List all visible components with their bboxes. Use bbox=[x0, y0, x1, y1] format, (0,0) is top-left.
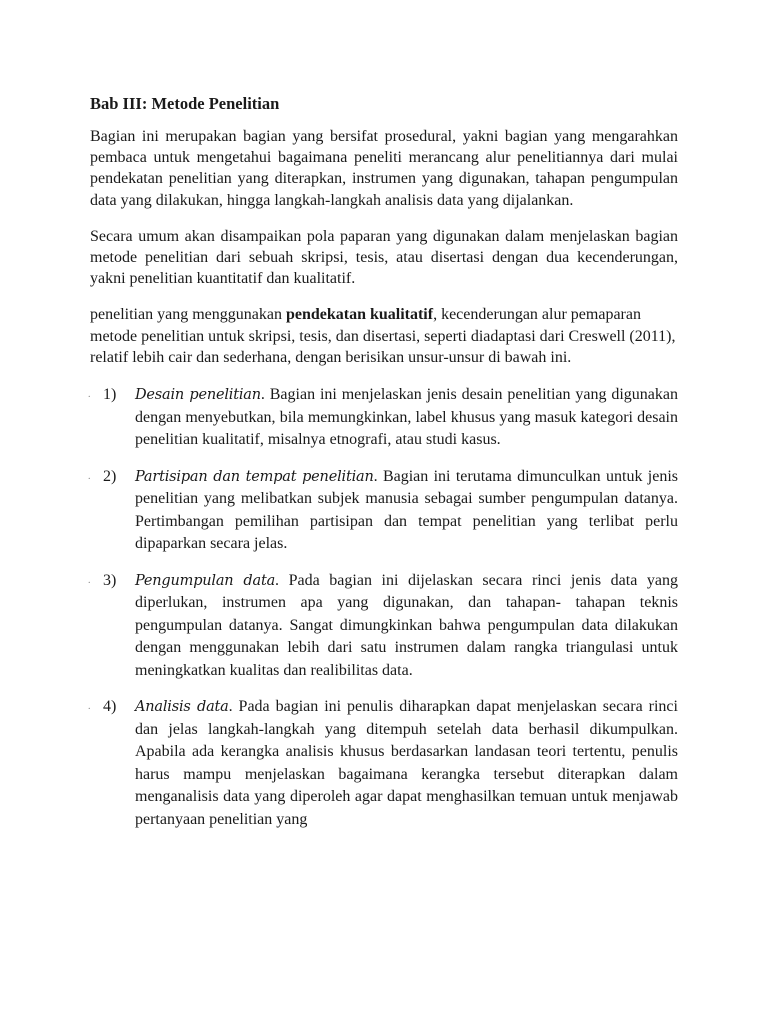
list-item-text: . Bagian ini menjelaskan jenis desain penelitian yang digunakan dengan menyebutkan, bila memungkinkan, label khusus yang masuk kategori desain penelitian kualitatif, misalnya etnografi, atau studi kasus. bbox=[135, 386, 679, 449]
list-item bbox=[90, 696, 678, 831]
list-item-term: Desain penelitian bbox=[135, 387, 261, 404]
paragraph-qualitative bbox=[90, 304, 678, 368]
paragraph-qualitative-lead: penelitian yang menggunakan bbox=[90, 306, 286, 324]
paragraph-intro: Bagian ini merupakan bagian yang bersifat prosedural, yakni bagian yang mengarahkan pembaca untuk mengetahui bagaimana peneliti merancang alur penelitiannya dari mulai pendekatan penelitian yang diterapkan, instrumen yang digunakan, tahapan pengumpulan data yang dilakukan, hingga langkah-langkah analisis data yang dijalankan. bbox=[90, 128, 678, 209]
list-bullet-marker: . bbox=[88, 389, 91, 401]
list-item-term: Analisis data bbox=[135, 699, 229, 716]
list-bullet-marker: . bbox=[88, 574, 91, 586]
list-number: 3) bbox=[103, 571, 117, 589]
list-bullet-marker: . bbox=[88, 470, 91, 482]
list-item bbox=[90, 384, 678, 452]
document-page bbox=[90, 92, 678, 831]
method-elements-list bbox=[90, 384, 678, 831]
list-item bbox=[90, 570, 678, 683]
bold-term-qualitative: pendekatan kualitatif bbox=[285, 306, 434, 324]
list-bullet-marker: . bbox=[88, 701, 91, 713]
list-item bbox=[90, 466, 678, 556]
list-item-term: Partisipan dan tempat penelitian bbox=[135, 468, 374, 485]
list-item-text: . Bagian ini terutama dimunculkan untuk jenis penelitian yang melibatkan subjek manusia sebagai sumber pengumpulan datanya. Pertimbangan pemilihan partisipan dan tempat penelitian yang terlibat perlu dipaparkan secara jelas. bbox=[135, 467, 678, 553]
list-number: 2) bbox=[103, 467, 117, 485]
list-item-text: . Pada bagian ini dijelaskan secara rinci jenis data yang diperlukan, instrumen apa yang digunakan, dan tahapan- tahapan teknis pengumpulan datanya. Sangat dimungkinkan bahwa pengumpulan data dilakukan dengan menggunakan lebih dari satu instrumen dalam rangka triangulasi untuk meningkatkan kualitas dan realibilitas data. bbox=[135, 571, 678, 679]
list-item-text: . Pada bagian ini penulis diharapkan dapat menjelaskan secara rinci dan jelas langkah-langkah yang ditempuh setelah data berhasil dikumpulkan. Apabila ada kerangka analisis khusus berdasarkan landasan teori tertentu, penulis harus mampu menjelaskan bagaimana kerangka tersebut diterapkan dalam menganalisis data yang diperoleh agar dapat menghasilkan temuan untuk menjawab pertanyaan penelitian yang bbox=[135, 698, 678, 828]
list-number: 1) bbox=[103, 386, 117, 404]
paragraph-overview: Secara umum akan disampaikan pola paparan yang digunakan dalam menjelaskan bagian metode penelitian dari sebuah skripsi, tesis, atau disertasi dengan dua kecenderungan, yakni penelitian kuantitatif dan kualitatif. bbox=[90, 227, 678, 288]
list-number: 4) bbox=[103, 698, 117, 716]
list-item-term: Pengumpulan data bbox=[135, 572, 276, 589]
paragraph-qualitative-rest: , kecenderungan alur pemaparan metode penelitian untuk skripsi, tesis, dan disertasi, seperti diadaptasi dari Creswell (2011), relatif lebih cair dan sederhana, dengan berisikan unsur-unsur di bawah ini. bbox=[90, 306, 676, 366]
page-title: Bab III: Metode Penelitian bbox=[90, 94, 280, 113]
